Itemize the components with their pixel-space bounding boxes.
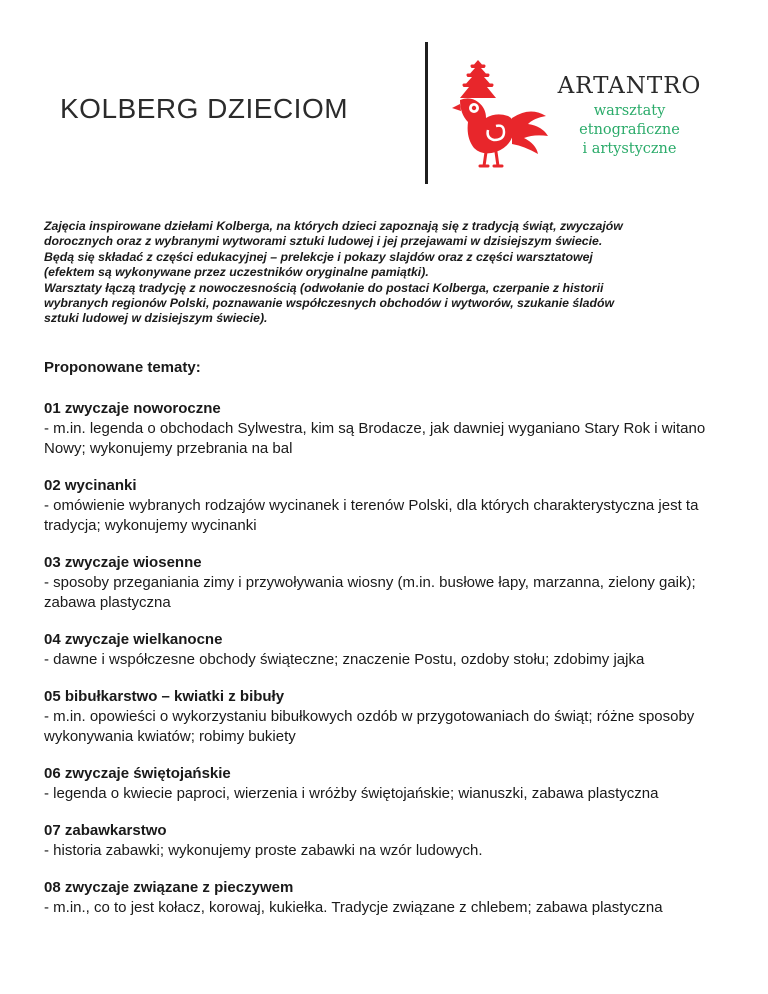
brand-subtitle: [552, 102, 707, 159]
topic-item: [44, 687, 734, 747]
topic-title: 05 bibułkarstwo – kwiatki z bibuły: [44, 688, 285, 705]
topic-item: [44, 399, 734, 459]
brand-name: ARTANTRO: [557, 73, 702, 99]
header-divider: [425, 42, 428, 184]
topic-description: - omówienie wybranych rodzajów wycinanek i terenów Polski, dla których charakterystyczna jest ta tradycja; wykonujemy wycinanki: [44, 497, 699, 534]
topic-item: [44, 878, 734, 918]
topics-heading: Proponowane tematy:: [44, 359, 201, 376]
topic-title: 04 zwyczaje wielkanocne: [44, 631, 223, 648]
topic-title: 07 zabawkarstwo: [44, 822, 167, 839]
rooster-tree-logo-icon: [452, 58, 552, 170]
brand-subtitle-line: warsztaty: [593, 103, 666, 119]
page-title: KOLBERG DZIECIOM: [60, 93, 349, 124]
intro-line: sztuki ludowej w dzisiejszym świecie).: [44, 311, 268, 326]
topic-description: - historia zabawki; wykonujemy proste zabawki na wzór ludowych.: [44, 842, 483, 859]
intro-line: dorocznych oraz z wybranymi wytworami sztuki ludowej i jej przejawami w dzisiejszym świecie.: [44, 234, 603, 249]
brand-block: [552, 72, 707, 159]
topic-description: - m.in. opowieści o wykorzystaniu bibułkowych ozdób w przygotowaniach do świąt; różne sposoby wykonywania kwiatów; robimy bukiety: [44, 708, 695, 745]
intro-line: Warsztaty łączą tradycję z nowoczesnością (odwołanie do postaci Kolberga, czerpanie z historii: [44, 280, 604, 295]
intro-line: wybranych regionów Polski, poznawanie współczesnych obchodów i wytworów, szukanie śladów: [44, 296, 615, 311]
intro-paragraph: [44, 219, 724, 327]
topic-title: 06 zwyczaje świętojańskie: [44, 765, 231, 782]
topic-title: 01 zwyczaje noworoczne: [44, 400, 221, 417]
topic-item: [44, 630, 734, 670]
topic-title: 02 wycinanki: [44, 477, 137, 494]
topic-description: - dawne i współczesne obchody świąteczne; znaczenie Postu, ozdoby stołu; zdobimy jajka: [44, 651, 645, 668]
topic-item: [44, 764, 734, 804]
intro-line: Zajęcia inspirowane dziełami Kolberga, na których dzieci zapoznają się z tradycją świąt, zwyczajów: [44, 219, 623, 233]
topic-description: - m.in. legenda o obchodach Sylwestra, kim są Brodacze, jak dawniej wyganiano Stary Rok i witano Nowy; wykonujemy przebrania na bal: [44, 420, 706, 457]
topic-item: [44, 821, 734, 861]
topic-description: - legenda o kwiecie paproci, wierzenia i wróżby świętojańskie; wianuszki, zabawa plastyczna: [44, 785, 659, 802]
topic-description: - m.in., co to jest kołacz, korowaj, kukiełka. Tradycje związane z chlebem; zabawa plastyczna: [44, 899, 663, 916]
brand-subtitle-line: i artystyczne: [582, 141, 677, 157]
intro-line: (efektem są wykonywane przez uczestników oryginalne pamiątki).: [44, 265, 429, 280]
brand-subtitle-line: etnograficzne: [579, 122, 680, 138]
topic-description: - sposoby przeganiania zimy i przywoływania wiosny (m.in. busłowe łapy, marzanna, zielony gaik); zabawa plastyczna: [44, 574, 696, 611]
topic-title: 03 zwyczaje wiosenne: [44, 554, 202, 571]
topics-list: [44, 399, 734, 935]
topic-item: [44, 553, 734, 613]
topic-title: 08 zwyczaje związane z pieczywem: [44, 879, 294, 896]
intro-line: Będą się składać z części edukacyjnej – prelekcje i pokazy slajdów oraz z części warsztatowej: [44, 249, 593, 264]
topic-item: [44, 476, 734, 536]
